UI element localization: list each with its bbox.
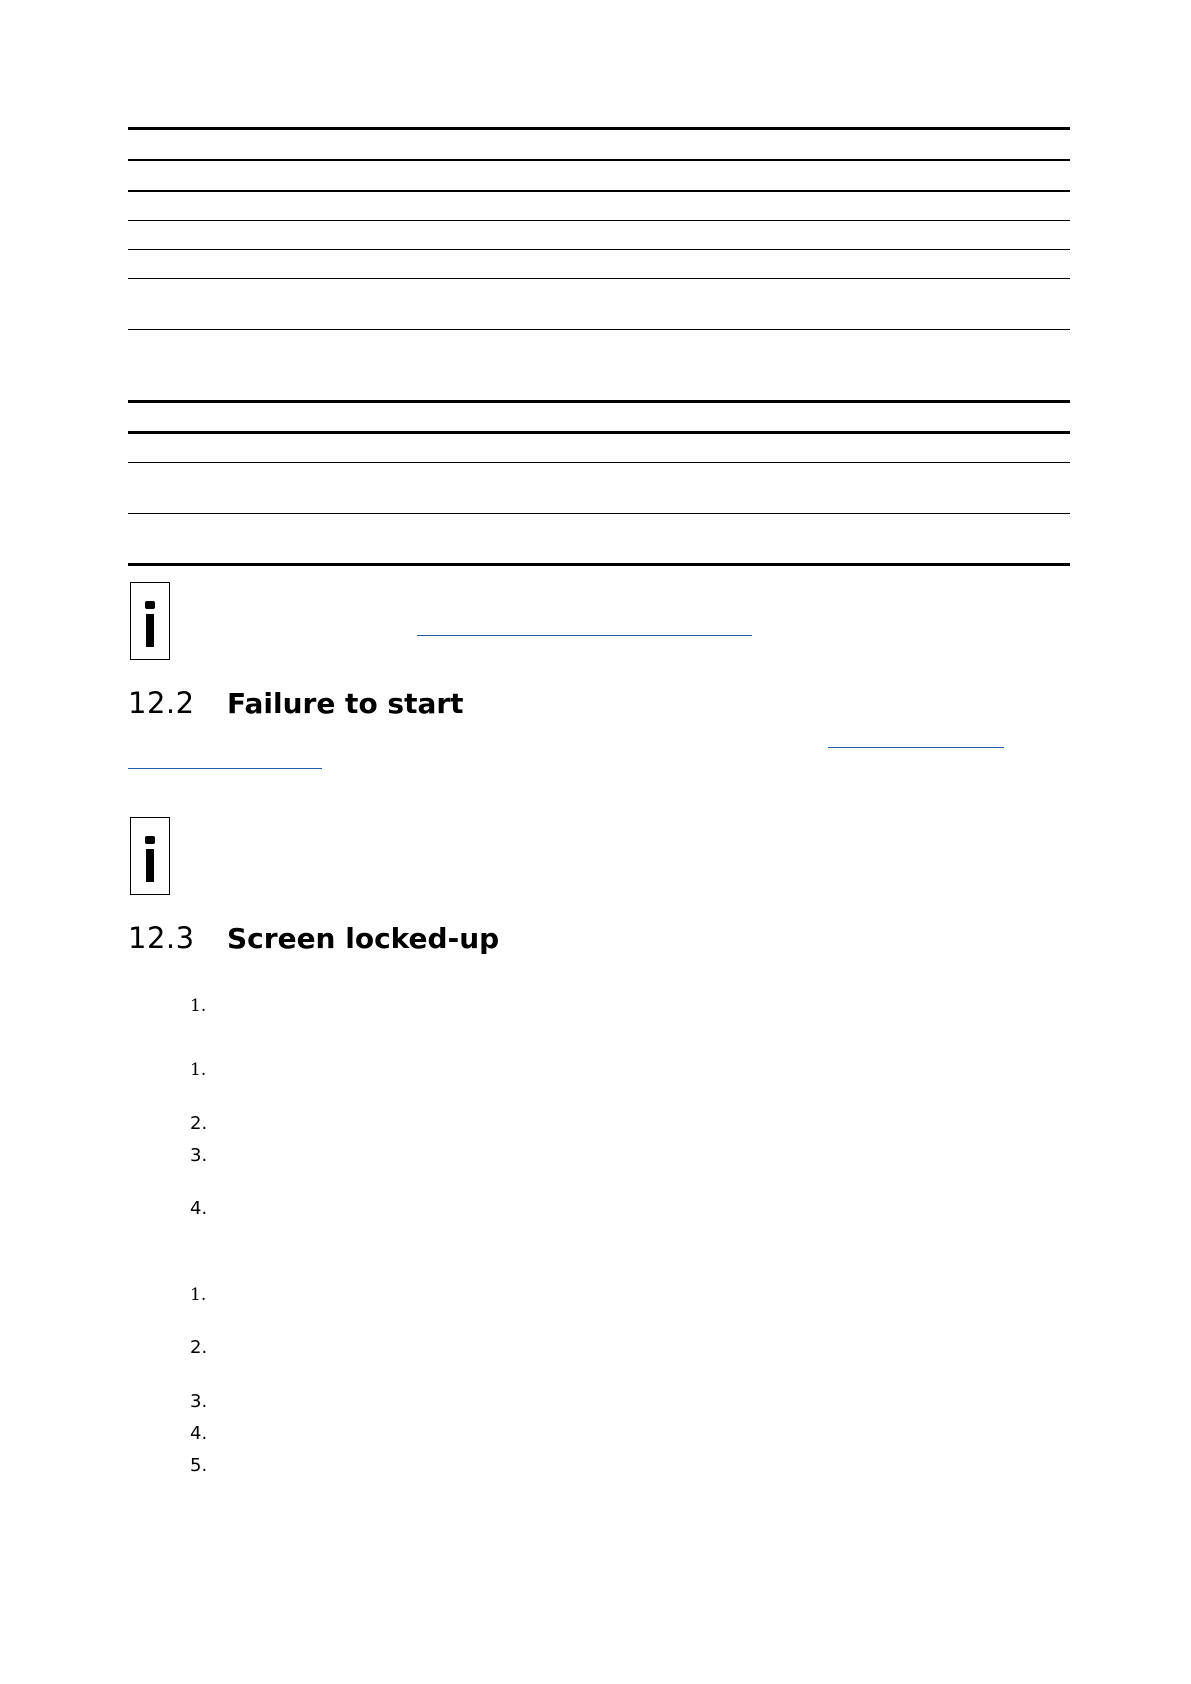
list-marker: 3. [190,1145,208,1166]
list-marker: 5. [190,1455,208,1476]
table-1-top-rule [128,127,1070,130]
table-1-row-rule [128,190,1070,192]
hyperlink-underline[interactable] [128,768,322,769]
section-heading-12-2 [128,686,464,720]
list-marker: 4. [190,1198,208,1219]
list-marker: 1. [190,996,207,1016]
list-marker: 3. [190,1391,208,1412]
list-marker: 1. [190,1060,207,1080]
list-marker: 1. [190,1285,207,1305]
table-2-header-rule [128,431,1070,434]
info-icon [130,582,170,660]
table-2-row-rule [128,513,1070,514]
section-title: Failure to start [227,687,464,720]
table-1-header-rule [128,159,1070,161]
table-1-bottom-rule [128,329,1070,330]
section-number: 12.3 [128,921,195,955]
info-icon [130,817,170,895]
hyperlink-underline[interactable] [417,635,752,636]
list-marker: 4. [190,1423,208,1444]
section-title: Screen locked-up [227,922,500,955]
hyperlink-underline[interactable] [828,747,1004,748]
table-2-top-rule [128,400,1070,403]
section-heading-12-3 [128,921,499,955]
table-1-row-rule [128,220,1070,221]
table-1-row-rule [128,249,1070,250]
list-marker: 2. [190,1337,208,1358]
table-1-row-rule [128,278,1070,279]
table-2-bottom-rule [128,563,1070,566]
section-number: 12.2 [128,686,195,720]
table-2-row-rule [128,462,1070,463]
list-marker: 2. [190,1113,208,1134]
